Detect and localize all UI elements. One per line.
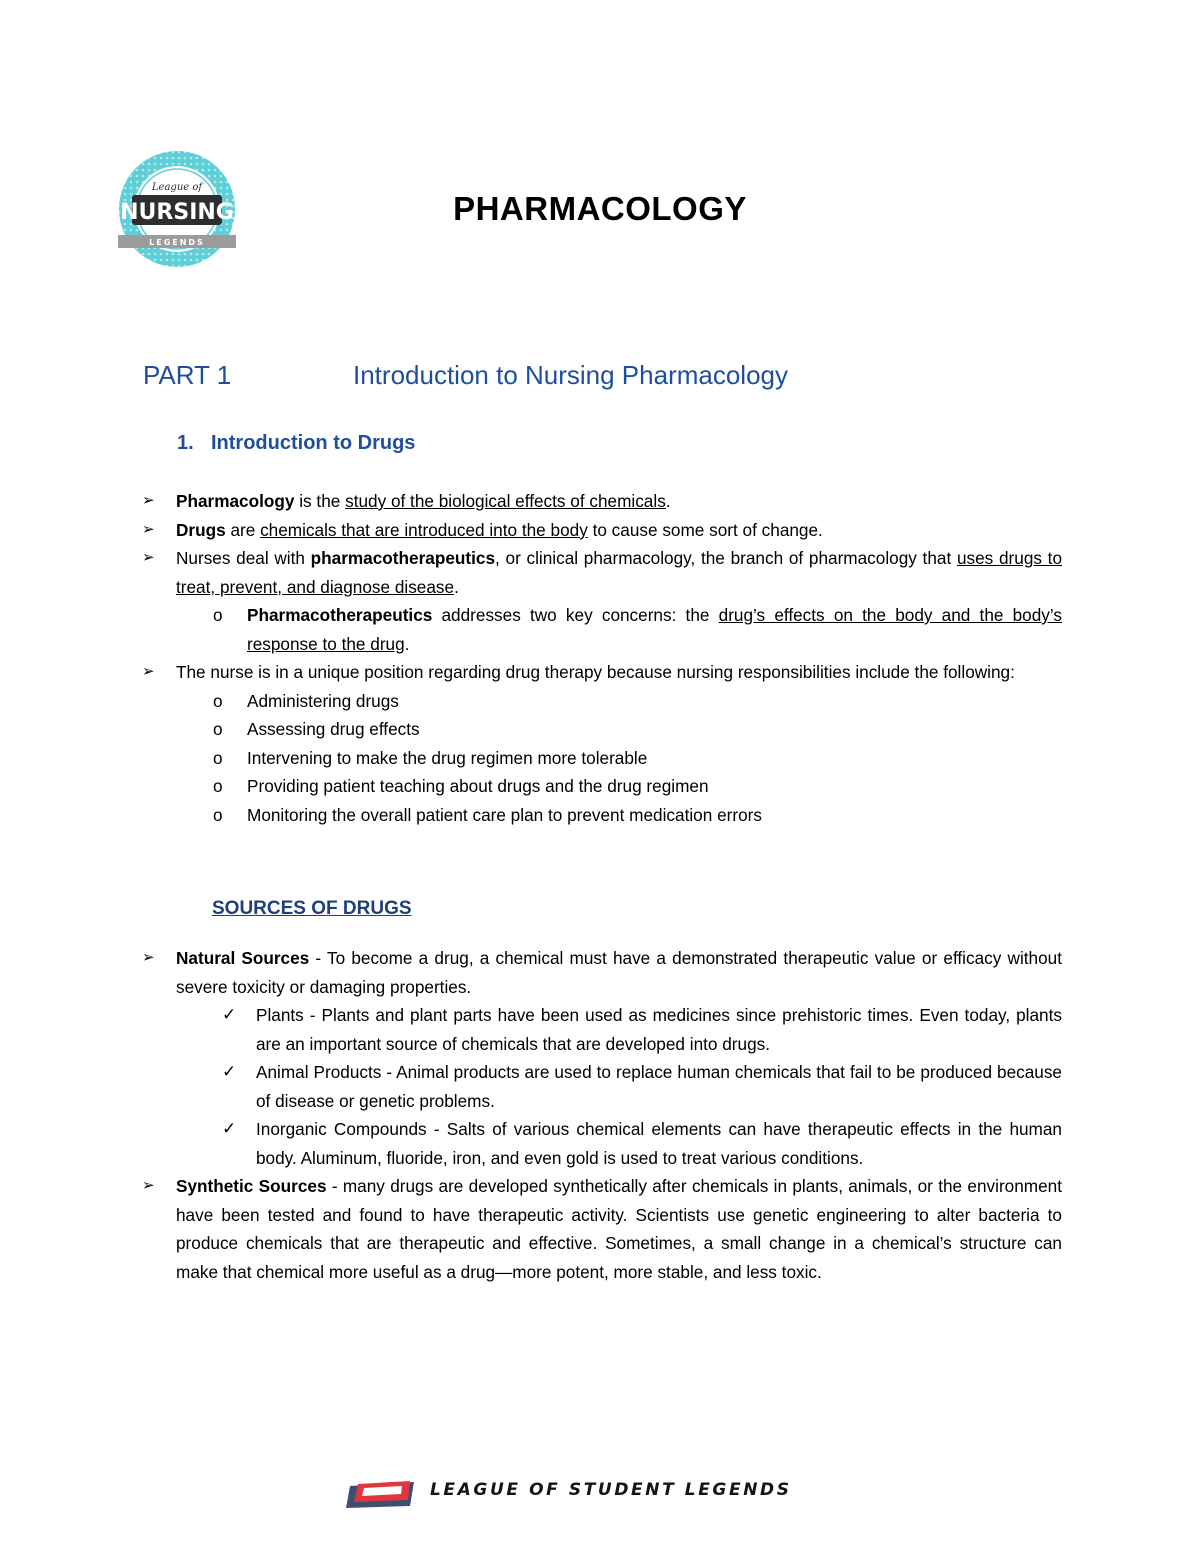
section-heading [177, 432, 415, 455]
sub-list-item: o Providing patient teaching about drugs and the drug regimen [0, 772, 1200, 801]
arrow-bullet-icon: ➢ [142, 949, 155, 966]
list-item: ➢ Nurses deal with pharmacotherapeutics, or clinical pharmacology, the branch of pharmacology that uses drugs to treat, prevent, and diagnose disease. [0, 544, 1200, 601]
part-label: PART 1 [143, 360, 232, 390]
list-item: ➢ Pharmacology is the study of the biological effects of chemicals. [0, 487, 1200, 516]
list-item: ➢ Natural Sources - To become a drug, a chemical must have a demonstrated therapeutic value or efficacy without severe toxicity or damaging properties. [0, 944, 1200, 1001]
sub-list-item: ✓ Inorganic Compounds - Salts of various chemical elements can have therapeutic effects in the human body. Aluminum, fluoride, iron, and even gold is used to treat various conditions. [0, 1115, 1200, 1172]
circle-bullet-icon: o [213, 804, 223, 825]
sub-list-item: o Intervening to make the drug regimen more tolerable [0, 744, 1200, 773]
intro-list [0, 487, 1200, 829]
part-title: Introduction to Nursing Pharmacology [353, 360, 789, 390]
check-bullet-icon: ✓ [222, 1119, 237, 1138]
section-number: 1. [177, 432, 194, 454]
section-title: Introduction to Drugs [211, 432, 416, 454]
sources-list [0, 944, 1200, 1286]
sources-heading: SOURCES OF DRUGS [212, 898, 412, 919]
check-bullet-icon: ✓ [222, 1062, 237, 1081]
logo-line3: LEGENDS [149, 238, 205, 247]
sub-list-item: o Monitoring the overall patient care plan to prevent medication errors [0, 801, 1200, 830]
circle-bullet-icon: o [213, 719, 223, 739]
list-item: ➢ Synthetic Sources - many drugs are developed synthetically after chemicals in plants, animals, or the environment have been tested and found to have therapeutic activity. Scientists use genetic engineering to alter bacteria to produce chemicals that are therapeutic and effective. Sometimes, a small change in a chemical’s structure can make that chemical more useful as a drug—more potent, more stable, and less toxic. [0, 1172, 1200, 1286]
circle-bullet-icon: o [213, 776, 223, 796]
arrow-bullet-icon: ➢ [142, 663, 155, 680]
circle-bullet-icon: o [213, 747, 223, 768]
part-heading [143, 360, 788, 391]
arrow-bullet-icon: ➢ [142, 549, 155, 566]
sub-list-item: ✓ Plants - Plants and plant parts have been used as medicines since prehistoric times. Even today, plants are an important source of chemicals that are developed into drugs. [0, 1001, 1200, 1058]
circle-bullet-icon: o [213, 605, 223, 625]
check-bullet-icon: ✓ [222, 1005, 237, 1024]
list-item: ➢ The nurse is in a unique position regarding drug therapy because nursing responsibilities include the following: [0, 658, 1200, 687]
sub-list-item: ✓ Animal Products - Animal products are used to replace human chemicals that fail to be produced because of disease or genetic problems. [0, 1058, 1200, 1115]
footer-text: LEAGUE OF STUDENT LEGENDS [430, 1480, 792, 1500]
arrow-bullet-icon: ➢ [142, 520, 155, 538]
sub-list-item: o Assessing drug effects [0, 715, 1200, 744]
logo-line2: NURSING [120, 200, 234, 225]
sub-list-item: o Administering drugs [0, 687, 1200, 716]
list-item: ➢ Drugs are chemicals that are introduced into the body to cause some sort of change. [0, 516, 1200, 545]
logo-line1: League of [151, 182, 203, 193]
arrow-bullet-icon: ➢ [142, 492, 155, 509]
document-title: PHARMACOLOGY [453, 190, 747, 227]
sub-list-item: o Pharmacotherapeutics addresses two key concerns: the drug’s effects on the body and the body’s response to the drug. [0, 601, 1200, 658]
arrow-bullet-icon: ➢ [142, 1177, 155, 1194]
circle-bullet-icon: o [213, 690, 223, 711]
